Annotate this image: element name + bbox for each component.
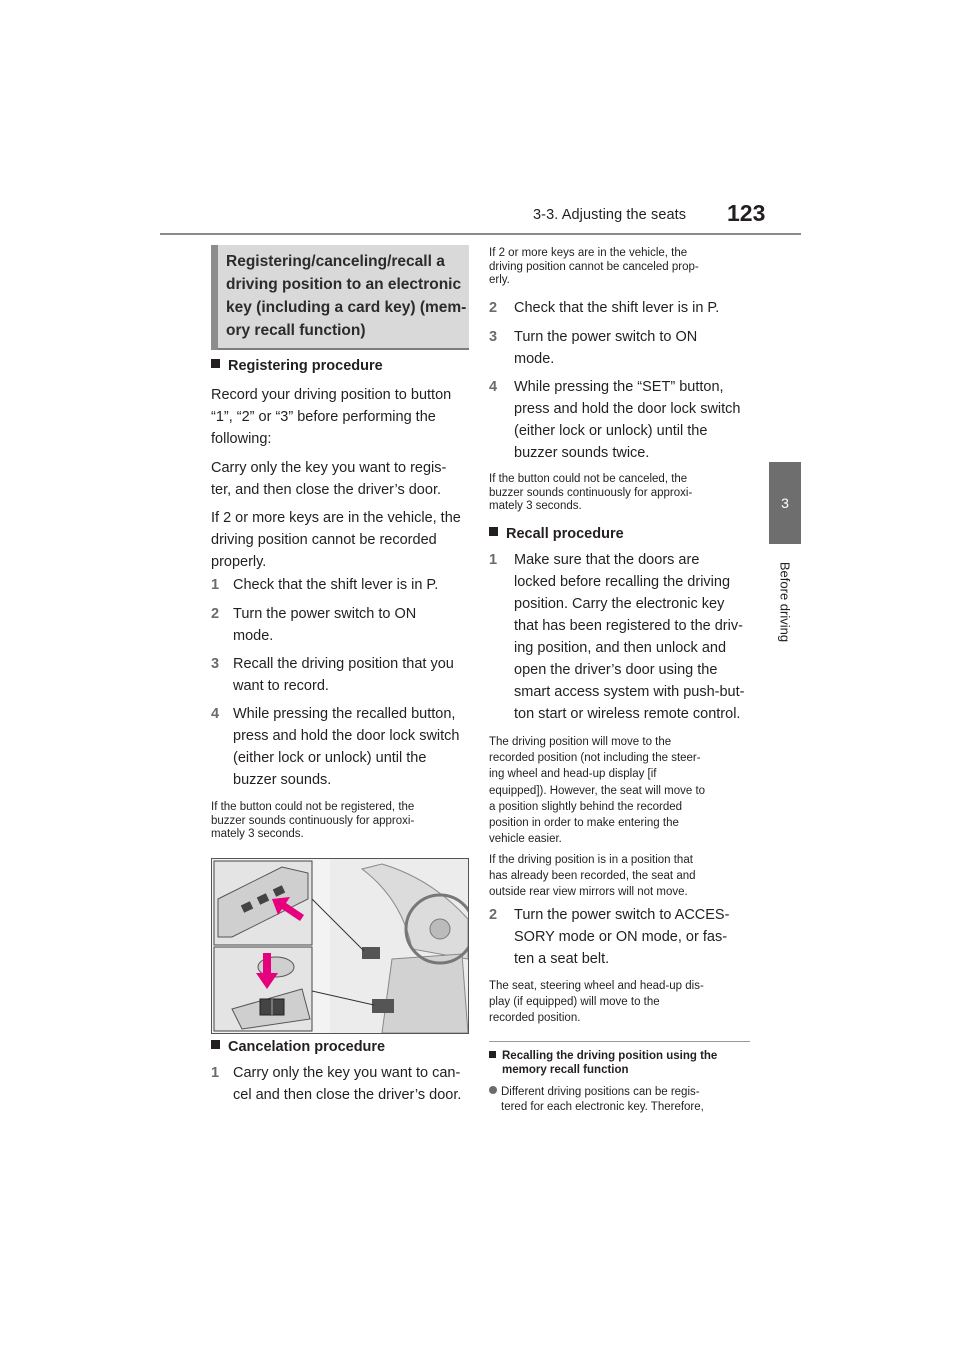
cancelation-multiple-keys-note: If 2 or more keys are in the vehicle, the driving position cannot be canceled prop- erly. bbox=[489, 247, 699, 286]
arrow-shape bbox=[272, 897, 304, 921]
section-title: Registering/canceling/recall a driving position to an electronic key (including a card key) (mem- ory recall function) bbox=[226, 253, 467, 339]
recall-step-2: 2 Turn the power switch to ACCES- SORY mode or ON mode, or fas- ten a seat belt. bbox=[489, 907, 730, 967]
cancelation-step-4: 4 While pressing the “SET” button, press and hold the door lock switch (either lock or unlock) until the buzzer sounds twice. bbox=[489, 379, 741, 461]
door-switch-illustration bbox=[211, 858, 469, 1034]
arrow-memory-button-icon bbox=[256, 953, 278, 989]
section-title-bar bbox=[211, 245, 218, 350]
cancelation-heading: Cancelation procedure bbox=[211, 1039, 385, 1055]
chapter-number: 3 bbox=[781, 495, 789, 511]
footnote-bullet: Different driving positions can be regis- tered for each electronic key. Therefore, bbox=[489, 1085, 753, 1114]
recall-result-note: The seat, steering wheel and head-up dis- play (if equipped) will move to the recorded position. bbox=[489, 980, 704, 1025]
registering-carry-key: Carry only the key you want to regis- ter, and then close the driver’s door. bbox=[211, 460, 447, 498]
page-number: 123 bbox=[727, 200, 766, 226]
recall-movement-note: The driving position will move to the recorded position (not including the steer- ing wheel and head-up display [if equipped]). However, the seat will move to a position slightly behind the recorded position in order to make entering the vehicle easier. bbox=[489, 736, 706, 846]
registering-heading: Registering procedure bbox=[211, 358, 383, 374]
footnote-rule bbox=[489, 1041, 750, 1042]
recall-heading: Recall procedure bbox=[489, 526, 624, 542]
registering-intro: Record your driving position to button “1”, “2” or “3” before performing the following: bbox=[211, 387, 452, 447]
registering-step-3: 3 Recall the driving position that you want to record. bbox=[211, 656, 454, 694]
bullet-icon bbox=[489, 1086, 497, 1094]
header-rule bbox=[160, 233, 801, 235]
registering-multiple-keys: If 2 or more keys are in the vehicle, the driving position cannot be recorded properly. bbox=[211, 510, 461, 570]
registering-step-2: 2 Turn the power switch to ON mode. bbox=[211, 606, 417, 644]
recall-step-1: 1 Make sure that the doors are locked before recalling the driving position. Carry the electronic key that has been registered to the driv- ing position, and then unlock and open the driver’s door using the smart access system with push-but- ton start or wireless remote control. bbox=[489, 552, 745, 722]
section-header: 3-3. Adjusting the seats bbox=[533, 207, 687, 223]
registering-step-4: 4 While pressing the recalled button, press and hold the door lock switch (either lock or unlock) until the buzzer sounds. bbox=[211, 706, 460, 788]
cancelation-failure-note: If the button could not be canceled, the buzzer sounds continuously for approxi- mately 3 seconds. bbox=[489, 473, 693, 512]
chapter-title: Before driving bbox=[777, 561, 793, 643]
cancelation-step-3: 3 Turn the power switch to ON mode. bbox=[489, 329, 698, 367]
arrow-door-switch-icon bbox=[270, 893, 306, 923]
cancelation-step-1: 1 Carry only the key you want to can- cel and then close the driver’s door. bbox=[211, 1065, 462, 1103]
recall-already-recorded-note: If the driving position is in a position that has already been recorded, the seat and outside rear view mirrors will not move. bbox=[489, 854, 696, 899]
registering-failure-note: If the button could not be registered, the buzzer sounds continuously for approxi- mately 3 seconds. bbox=[211, 801, 415, 840]
footnote-heading: Recalling the driving position using the memory recall function bbox=[489, 1049, 753, 1077]
chapter-tab[interactable] bbox=[769, 462, 801, 544]
